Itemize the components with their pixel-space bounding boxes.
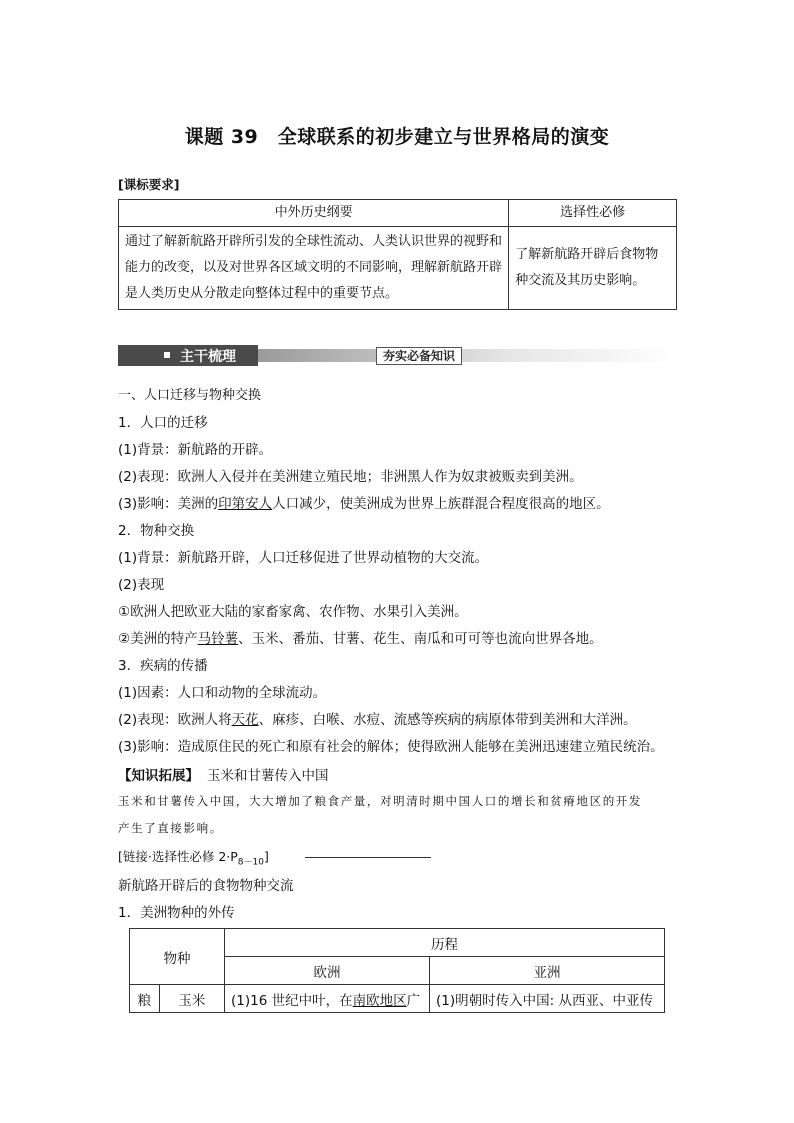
extension-text-line2: 产生了直接影响。 [118,821,223,835]
link-rule [305,857,431,858]
crop-cell: 玉米 [159,985,224,1013]
migration-manifestation: (2)表现：欧洲人入侵并在美洲建立殖民地；非洲黑人作为奴隶被贩卖到美洲。 [118,469,583,485]
underlined-term: 印第安人 [218,496,273,512]
heading-disease: 3．疾病的传播 [118,658,208,674]
heading-migration: 1．人口的迁移 [118,415,208,431]
asia-cell: (1)明朝时传入中国: 从西亚、中亚传 [430,985,665,1013]
category-cell: 粮 [130,985,160,1013]
asia-header: 亚洲 [430,957,665,985]
exchange-manifestation: (2)表现 [118,577,165,593]
curriculum-header-outline: 中外历史纲要 [119,200,509,227]
banner-tag: 夯实必备知识 [376,347,462,365]
migration-background: (1)背景：新航路的开辟。 [118,442,273,458]
process-header: 历程 [225,929,665,957]
extension-heading: 玉米和甘薯传入中国 [207,768,329,784]
curriculum-table [118,199,677,310]
species-table [129,928,665,1013]
species-header: 物种 [130,929,225,985]
extension-text-line1: 玉米和甘薯传入中国，大大增加了粮食产量，对明清时期中国人口的增长和贫瘠地区的开发 [118,794,642,808]
section-banner [118,345,677,366]
underlined-term: 南欧地区 [352,992,407,1009]
banner-title: 主干梳理 [180,349,236,365]
section-title: 新航路开辟后的食物物种交流 [118,878,294,894]
square-bullet-icon [164,352,170,358]
curriculum-label: [课标要求] [118,177,180,192]
disease-manifestation: (2)表现：欧洲人将天花、麻疹、白喉、水痘、流感等疾病的病原体带到美洲和大洋洲。 [118,712,637,728]
disease-impact: (3)影响：造成原住民的死亡和原有社会的解体；使得欧洲人能够在美洲迅速建立殖民统治。 [118,739,664,755]
curriculum-elective-cell: 了解新航路开辟后食物物种交流及其历史影响。 [509,227,677,310]
knowledge-extension [118,764,329,784]
exchange-point-2: ②美洲的特产马铃薯、玉米、番茄、甘薯、花生、南瓜和可可等也流向世界各地。 [118,631,603,647]
europe-header: 欧洲 [225,957,430,985]
underlined-term: 天花 [231,712,259,728]
disease-factor: (1)因素：人口和动物的全球流动。 [118,685,327,701]
migration-impact: (3)影响：美洲的印第安人人口减少，使美洲成为世界上族群混合程度很高的地区。 [118,496,610,512]
heading-species-exchange: 2．物种交换 [118,523,195,539]
section-subheading: 1．美洲物种的外传 [118,905,235,921]
exchange-background: (1)背景：新航路开辟，人口迁移促进了世界动植物的大交流。 [118,550,489,566]
textbook-link: [链接·选择性必修 $2\cdot P_{8-10}$] [118,849,269,868]
underlined-term: 马铃薯 [197,631,239,647]
page-title: 课题 39 全球联系的初步建立与世界格局的演变 [184,126,610,148]
exchange-point-1: ①欧洲人把欧亚大陆的家畜家禽、农作物、水果引入美洲。 [118,604,468,620]
curriculum-header-elective: 选择性必修 [509,200,677,227]
curriculum-outline-cell: 通过了解新航路开辟所引发的全球性流动、人类认识世界的视野和能力的改变，以及对世界各区域文明的不同影响，理解新航路开辟是人类历史从分散走向整体过程中的重要节点。 [119,227,509,310]
extension-label: 【知识拓展】 [118,768,199,784]
heading-population-species: 一、人口迁移与物种交换 [118,388,262,403]
europe-cell: (1)16 世纪中叶，在南欧地区广 [225,985,430,1013]
